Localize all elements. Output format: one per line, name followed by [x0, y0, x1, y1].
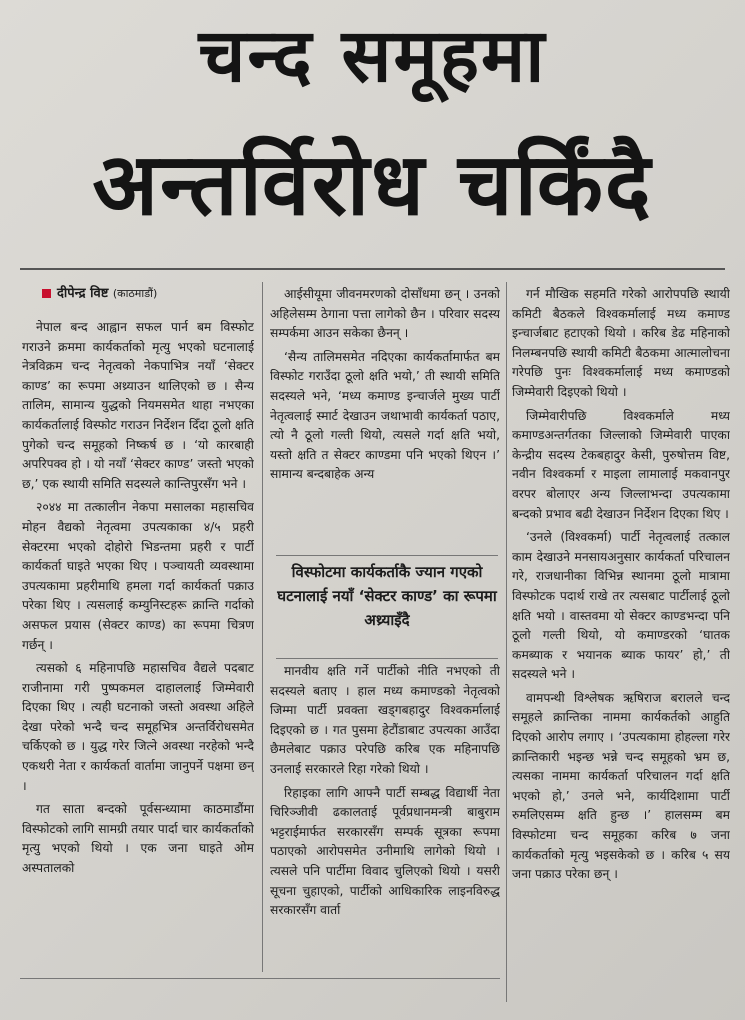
paragraph: २०४४ मा तत्कालीन नेकपा मसालका महासचिव मोहन वैद्यको नेतृत्वमा उपत्यकाका ४/५ प्रहरी सेक्टरमा भएको दोहोरो भिडन्तमा प्रहरी र पार्टी कार्यकर्ता घाइते भएका थिए । पञ्चायती व्यवस्थामा उपत्यकामा प्रहरीमाथि हमला गर्दा कार्यकर्ता पक्राउ परेका थिए । त्यसलाई कम्युनिस्टहरू क्रान्ति गर्दाको असफल प्रयास (सेक्टर काण्ड) का रूपमा चित्रण गर्छन् ।	[22, 500, 254, 652]
paragraph: आईसीयूमा जीवनमरणको दोसाँधमा छन् । उनको अहिलेसम्म ठेगाना पत्ता लागेको छैन । परिवार सदस्य सम्पर्कमा आउन सकेका छैनन् ।	[270, 287, 500, 341]
paragraph: वामपन्थी विश्लेषक ऋषिराज बरालले चन्द समूहले क्रान्तिका नाममा कार्यकर्तको आहुति दिएको आरोप लगाए । ‘उपत्यकामा होहल्ला गरेर क्रान्तिकारी भइन्छ भन्ने चन्द समूहको भ्रम छ, त्यसका नाममा कार्यकर्ता परिचालन गर्दा क्षति भएको हो,’ उनले भने, कार्यदिशामा पार्टी रुमलिएसम्म क्षति हुन्छ ।’ हालसम्म बम विस्फोटमा चन्द समूहका करिब ७ जना कार्यकर्ताको मृत्यु भइसकेको छ । करिब ५ सय जना पक्राउ परेका छन् ।	[512, 690, 730, 882]
headline-line-2: अन्तर्विरोध चर्किंदै	[92, 135, 653, 235]
byline	[42, 283, 262, 301]
headline-rule	[20, 268, 725, 270]
article-column-1	[22, 318, 254, 958]
paragraph: रिहाइका लागि आफ्नै पार्टी सम्बद्ध विद्यार्थी नेता चिरिञ्जीवी ढकालताई पूर्वप्रधानमन्त्री बाबुराम भट्टराईमार्फत सरकारसँग सम्पर्क सूत्रका रूपमा पठाएको आरोपसमेत उनीमाथि लागेको थियो । त्यसले पनि पार्टीमा विवाद चुलिएको थियो । यसरी सूचना चुहाएको, पार्टीको आधिकारिक लाइनविरुद्ध सरकारसँग वार्ता	[270, 785, 500, 918]
column-divider	[262, 282, 263, 972]
paragraph: ‘सैन्य तालिमसमेत नदिएका कार्यकर्तामार्फत बम विस्फोट गराउँदा ठूलो क्षति भयो,’ ती स्थायी समिति सदस्यले भने, ‘मध्य कमाण्ड इन्चार्जले मुख्य पार्टी नेतृत्वलाई स्मार्ट देखाउन जथाभावी कार्यकर्ता पठाए, त्यो नै ठूलो गल्ती थियो, त्यसले गर्दा क्षति भयो, यस्तो क्षति त सेक्टर काण्डमा पनि भएको थिएन ।’ सामान्य बन्दबाहेक अन्य	[270, 349, 500, 482]
paragraph: जिम्मेवारीपछि विश्वकर्माले मध्य कमाण्डअन्तर्गतका जिल्लाको जिम्मेवारी पाएका केन्द्रीय सदस्य टेकबहादुर केसी, पुरुषोत्तम विष्ट, नवीन विश्वकर्मा र माइला लामालाई मकवानपुर वरपर बोलाएर अन्य जिल्लाभन्दा उपत्यकामा बन्दको प्रभाव बढी देखाउन निर्देशन दिएका थिए ।	[512, 408, 730, 521]
byline-location: (काठमाडौं)	[112, 287, 158, 300]
red-square-icon	[42, 289, 51, 298]
byline-author: दीपेन्द्र विष्ट	[57, 286, 109, 301]
bottom-rule	[20, 978, 500, 979]
article-column-2-bottom	[270, 662, 500, 964]
paragraph: नेपाल बन्द आह्वान सफल पार्न बम विस्फोट गराउने क्रममा कार्यकर्ताको मृत्यु भएको घटनालाई नेत्रविक्रम चन्द नेतृत्वको नेकपाभित्र नयाँ ‘सेक्टर काण्ड’ का रूपमा अथ्र्याउन थालिएको छ । सैन्य तालिम, सामान्य युद्धको नियमसमेत थाहा नभएका कार्यकर्तालाई विस्फोट गराउन निर्देशन दिँदा ठूलो क्षति पुगेको चन्द समूहको निष्कर्ष छ । ‘यो कारबाही अपरिपक्व हो । यो नयाँ ‘सेक्टर काण्ड’ जस्तो भएको छ,’ एक स्थायी समिति सदस्यले कान्तिपुरसँग भने ।	[22, 320, 254, 491]
headline-line-1: चन्द समूहमा	[198, 13, 547, 99]
article-column-2-top	[270, 285, 500, 547]
paragraph: गर्न मौखिक सहमति गरेको आरोपपछि स्थायी कमिटी बैठकले विश्वकर्मालाई मध्य कमाण्ड इन्चार्जबाट हटाएको थियो । करिब डेढ महिनाको निलम्बनपछि स्थायी कमिटी बैठकमा आत्मालोचना गरेपछि पुनः विश्वकर्मालाई मध्य कमाण्डको जिम्मेवारी दिइएको थियो ।	[512, 287, 730, 399]
paragraph: त्यसको ६ महिनापछि महासचिव वैद्यले पदबाट राजीनामा गरी पुष्पकमल दाहाललाई जिम्मेवारी दिएका थिए । त्यही घटनाको जस्तो अवस्था अहिले देखा परेको भन्दै चन्द समूहभित्र अन्तर्विरोधसमेत चर्किएको छ । युद्ध गरेर जित्ने अवस्था नरहेको भन्दै एकथरी नेता र कार्यकर्ता वार्तामा जानुपर्ने पक्षमा छन् ।	[22, 661, 254, 793]
paragraph: ‘उनले (विश्वकर्मा) पार्टी नेतृत्वलाई तत्काल काम देखाउने मनसायअनुसार कार्यकर्ता परिचालन गरे, राजधानीका विभिन्न स्थानमा ठूलो मात्रामा विस्फोटक पदार्थ राखे तर त्यसबाट पार्टीलाई ठूलो क्षति भयो । वास्तवमा यो सेक्टर काण्डभन्दा पनि ठूलो गल्ती थियो, यो कमाण्डरको ‘घातक कमब्याक र भयानक ब्याक फायर’ हो,’ ती सदस्यले भने ।	[512, 530, 730, 682]
column-divider	[506, 282, 507, 1002]
article-column-3	[512, 285, 730, 1005]
paragraph: मानवीय क्षति गर्ने पार्टीको नीति नभएको ती सदस्यले बताए । हाल मध्य कमाण्डको नेतृत्वको जिम्मा पार्टी प्रवक्ता खड्गबहादुर विश्वकर्मालाई दिइएको छ । गत पुसमा हेटौंडाबाट उपत्यका आउँदा छैमलेबाट पक्राउ परेपछि करिब एक महिनापछि उनलाई सरकारले रिहा गरेको थियो ।	[270, 664, 500, 776]
paragraph: गत साता बन्दको पूर्वसन्ध्यामा काठमाडौंमा विस्फोटको लागि सामग्री तयार पार्दा चार कार्यकर्ताको मृत्यु भएको थियो । एक जना घाइते ओम अस्पतालको	[22, 802, 254, 876]
pull-quote: विस्फोटमा कार्यकर्ताकै ज्यान गएको घटनालाई नयाँ ‘सेक्टर काण्ड’ का रूपमा अथ्र्याइँदै	[276, 555, 498, 659]
